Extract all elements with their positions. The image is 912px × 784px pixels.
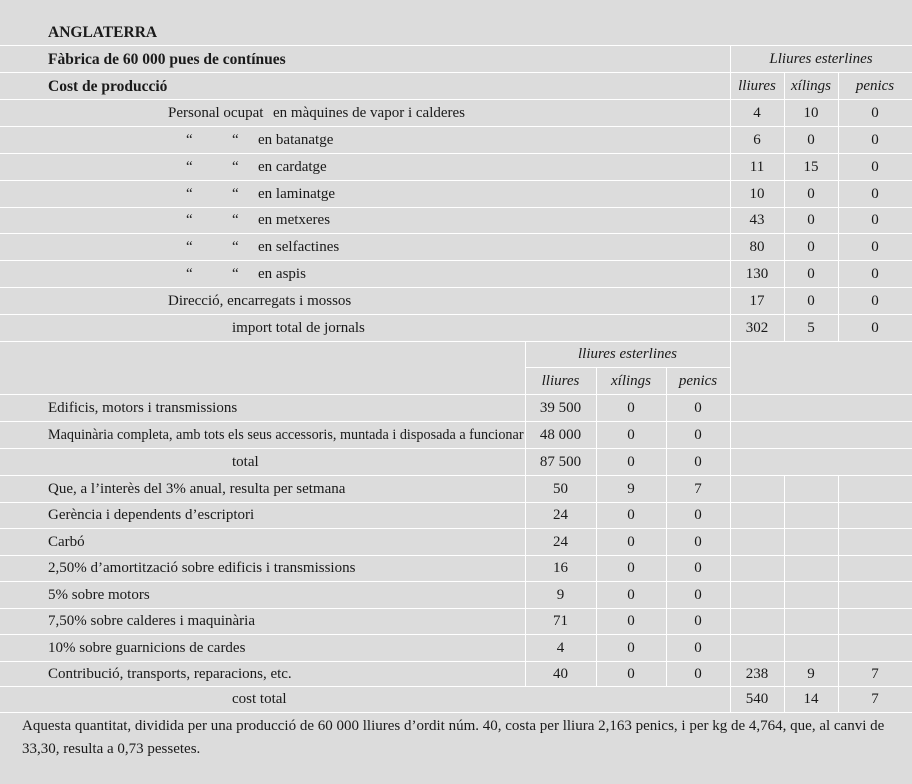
capital-col-xilings: xílings [611, 373, 651, 389]
staff-penics: 0 [871, 239, 879, 255]
expense-label: Contribució, transports, reparacions, etc. [48, 666, 292, 682]
ditto-mark: “ [232, 186, 239, 202]
grand-total-penics: 7 [871, 691, 879, 707]
expense-xilings: 9 [627, 481, 635, 497]
staff-label: en laminatge [258, 186, 336, 202]
expense-lliures: 71 [553, 613, 568, 629]
expense-label: 5% sobre motors [48, 587, 150, 603]
staff-lliures: 43 [749, 212, 765, 228]
staff-penics: 0 [871, 266, 879, 282]
expense-penics: 0 [694, 587, 702, 603]
expense-penics: 0 [694, 507, 702, 523]
expense-lliures: 9 [556, 587, 565, 603]
staff-lliures: 6 [753, 132, 761, 148]
expense-xilings: 0 [627, 666, 635, 682]
expense-xilings: 0 [627, 507, 635, 523]
staff-xilings: 0 [807, 132, 815, 148]
staff-lliures: 17 [749, 293, 765, 309]
staff-lliures: 11 [749, 159, 765, 175]
footnote: Aquesta quantitat, dividida per una producció de 60 000 lliures d’ordit núm. 40, costa per lliura 2,163 penics, i per kg de 4,764, que, al canvi de 33,30, resulta a 0,73 pessetes. [22, 718, 885, 757]
capital-currency-header: lliures esterlines [577, 346, 678, 362]
capital-penics: 0 [694, 400, 702, 416]
staff-total-penics: 0 [871, 320, 879, 336]
grand-total-xilings: 14 [803, 691, 819, 707]
staff-lliures: 130 [745, 266, 769, 282]
staff-label: Direcció, encarregats i mossos [168, 293, 352, 309]
expense-label: 7,50% sobre calderes i maquinària [48, 613, 256, 629]
capital-total-lliures: 87 500 [539, 454, 582, 470]
capital-total-xilings: 0 [627, 454, 635, 470]
ditto-mark: “ [186, 212, 193, 228]
expense-xilings: 0 [627, 534, 635, 550]
expense-label: Gerència i dependents d’escriptori [48, 507, 255, 523]
capital-lliures: 39 500 [539, 400, 582, 416]
staff-xilings: 0 [807, 266, 815, 282]
expense-label: Carbó [48, 534, 85, 550]
staff-total-xilings: 5 [807, 320, 815, 336]
ditto-mark: “ [232, 212, 239, 228]
staff-label: en batanatge [258, 132, 334, 148]
capital-lliures: 48 000 [539, 427, 582, 443]
expense-penics: 7 [694, 481, 702, 497]
expense-penics: 0 [694, 666, 702, 682]
expense-penics: 0 [694, 613, 702, 629]
staff-penics: 0 [871, 293, 879, 309]
staff-label: en màquines de vapor i calderes [273, 105, 466, 121]
grand-total-label: cost total [232, 691, 287, 707]
ditto-mark: “ [186, 239, 193, 255]
staff-label: en selfactines [258, 239, 340, 255]
grand-total-lliures: 540 [745, 691, 769, 707]
staff-xilings: 0 [807, 186, 815, 202]
capital-penics: 0 [694, 427, 702, 443]
capital-xilings: 0 [627, 400, 635, 416]
staff-lliures: 10 [749, 186, 765, 202]
ditto-mark: “ [232, 239, 239, 255]
staff-lliures: 80 [749, 239, 765, 255]
staff-lliures: 4 [753, 105, 761, 121]
expense-lliures: 24 [553, 507, 568, 523]
factory-title: Fàbrica de 60 000 pues de contínues [48, 51, 286, 68]
expense-xilings: 0 [627, 587, 635, 603]
staff-xilings: 15 [803, 159, 819, 175]
col-lliures-header: lliures [738, 78, 776, 94]
expense-lliures: 4 [556, 640, 565, 656]
expense-lliures: 50 [553, 481, 568, 497]
staff-penics: 0 [871, 212, 879, 228]
staff-penics: 0 [871, 159, 879, 175]
expense-lliures: 24 [553, 534, 568, 550]
capital-col-lliures: lliures [541, 373, 580, 389]
ditto-mark: “ [232, 159, 239, 175]
expense-lliures: 16 [553, 560, 568, 576]
expense-penics: 0 [694, 560, 702, 576]
staff-label: en aspis [258, 266, 306, 282]
staff-prefix: Personal ocupat [168, 105, 264, 121]
col-xilings-header: xílings [791, 78, 831, 94]
staff-label: en cardatge [258, 159, 327, 175]
capital-label: Edificis, motors i transmissions [48, 400, 238, 416]
staff-penics: 0 [871, 105, 879, 121]
ditto-mark: “ [186, 132, 193, 148]
expense-xilings: 0 [627, 640, 635, 656]
capital-label: Maquinària completa, amb tots els seus accessoris, muntada i disposada a funcionar [48, 427, 524, 443]
staff-xilings: 0 [807, 212, 815, 228]
ditto-mark: “ [232, 266, 239, 282]
col-penics-header: penics [855, 78, 895, 94]
staff-total-label: import total de jornals [232, 320, 365, 336]
ditto-mark: “ [186, 159, 193, 175]
expense-xilings: 0 [627, 613, 635, 629]
expense-label: 2,50% d’amortització sobre edificis i transmissions [48, 560, 356, 576]
staff-label: en metxeres [258, 212, 331, 228]
expense-penics: 0 [694, 534, 702, 550]
subtotal-lliures: 238 [745, 666, 769, 682]
ditto-mark: “ [186, 186, 193, 202]
capital-xilings: 0 [627, 427, 635, 443]
cost-title: Cost de producció [48, 78, 168, 95]
capital-col-penics: penics [678, 373, 718, 389]
expense-lliures: 40 [553, 666, 568, 682]
currency-group-header: Lliures esterlines [769, 51, 873, 67]
staff-xilings: 0 [807, 293, 815, 309]
expense-penics: 0 [694, 640, 702, 656]
expense-label: Que, a l’interès del 3% anual, resulta per setmana [48, 481, 346, 497]
expense-xilings: 0 [627, 560, 635, 576]
expense-label: 10% sobre guarnicions de cardes [48, 640, 246, 656]
staff-penics: 0 [871, 186, 879, 202]
ditto-mark: “ [232, 132, 239, 148]
staff-total-lliures: 302 [745, 320, 769, 336]
country-title: ANGLATERRA [48, 24, 158, 41]
capital-total-label: total [232, 454, 259, 470]
staff-xilings: 0 [807, 239, 815, 255]
ditto-mark: “ [186, 266, 193, 282]
staff-xilings: 10 [803, 105, 819, 121]
subtotal-xilings: 9 [807, 666, 815, 682]
capital-total-penics: 0 [694, 454, 702, 470]
staff-penics: 0 [871, 132, 879, 148]
subtotal-penics: 7 [871, 666, 879, 682]
